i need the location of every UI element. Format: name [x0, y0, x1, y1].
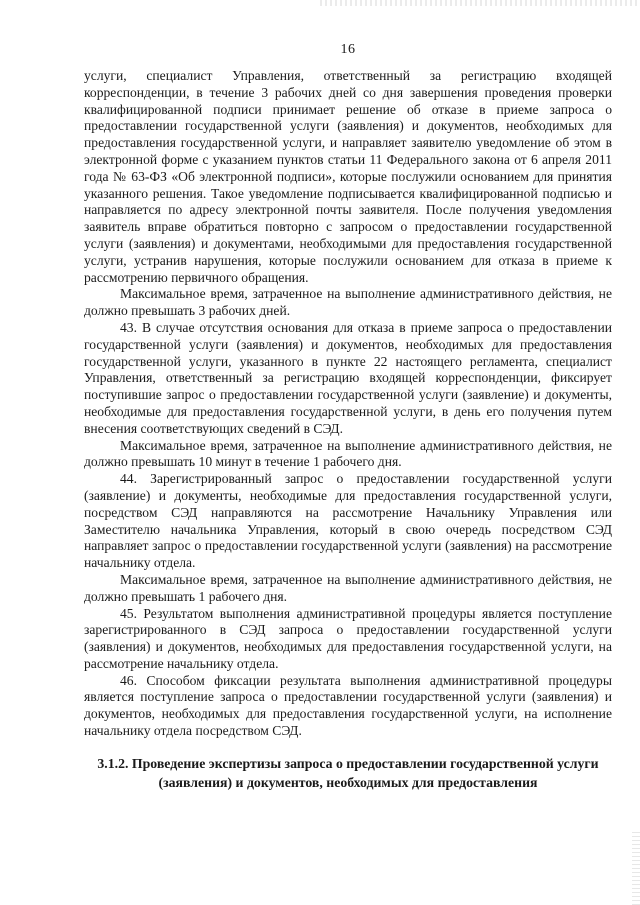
scan-artifact-right: [632, 830, 640, 905]
paragraph-continuation: услуги, специалист Управления, ответственный за регистрацию входящей корреспонденции, в течение 3 рабочих дней со дня завершения проведения проверки квалифицированной подписи принимает решение об отказе в приеме запроса о предоставлении государственной услуги (заявления) и документов, необходимых для предоставления государственной услуги, и направляет заявителю уведомление об этом в электронной форме с указанием пунктов статьи 11 Федерального закона от 6 апреля 2011 года № 63-ФЗ «Об электронной подписи», которые послужили основанием для принятия указанного решения. Такое уведомление подписывается квалифицированной подписью и направляется по адресу электронной почты заявителя. После получения уведомления заявитель вправе обратиться повторно с запросом о предоставлении государственной услуги (заявления) и документами, необходимыми для предоставления государственной услуги, устранив нарушения, которые послужили основанием для отказа в приеме к рассмотрению первичного обращения.: [84, 68, 612, 285]
paragraph-max-time-3: Максимальное время, затраченное на выполнение административного действия, не должно превышать 1 рабочего дня.: [84, 571, 612, 604]
paragraph-item-46: 46. Способом фиксации результата выполнения административной процедуры является поступление запроса о предоставлении государственной услуги (заявления) и документов, необходимых для предоставления государственной услуги, на исполнение начальнику отдела посредством СЭД.: [84, 672, 612, 739]
paragraph-item-43: 43. В случае отсутствия основания для отказа в приеме запроса о предоставлении государственной услуги (заявления) и документов, необходимых для предоставления государственной услуги, указанного в пункте 22 настоящего регламента, специалист Управления, ответственный за регистрацию входящей корреспонденции, фиксирует поступившие запрос о предоставлении государственной услуги (заявление) и документы, необходимые для предоставления государственной услуги, в день его получения путем внесения соответствующих сведений в СЭД.: [84, 319, 612, 436]
paragraph-max-time-2: Максимальное время, затраченное на выполнение административного действия, не должно превышать 10 минут в течение 1 рабочего дня.: [84, 437, 612, 470]
paragraph-item-44: 44. Зарегистрированный запрос о предоставлении государственной услуги (заявление) и документы, необходимые для предоставления государственной услуги, посредством СЭД направляются на рассмотрение Начальнику Управления или Заместителю начальника Управления, который в свою очередь посредством СЭД направляет запрос о предоставлении государственной услуги (заявления) на рассмотрение начальнику отдела.: [84, 471, 612, 571]
paragraph-max-time-1: Максимальное время, затраченное на выполнение административного действия, не должно превышать 3 рабочих дней.: [84, 286, 612, 319]
paragraph-item-45: 45. Результатом выполнения административной процедуры является поступление зарегистрированного в СЭД запроса о предоставлении государственной услуги (заявления) и документов, необходимых для предоставления государственной услуги, на рассмотрение начальнику отдела.: [84, 605, 612, 671]
scan-artifact-top: [320, 0, 640, 6]
section-heading: 3.1.2. Проведение экспертизы запроса о предоставлении государственной услуги (заявления) и документов, необходимых для предоставления: [97, 755, 599, 790]
page-number: 16: [340, 42, 356, 57]
